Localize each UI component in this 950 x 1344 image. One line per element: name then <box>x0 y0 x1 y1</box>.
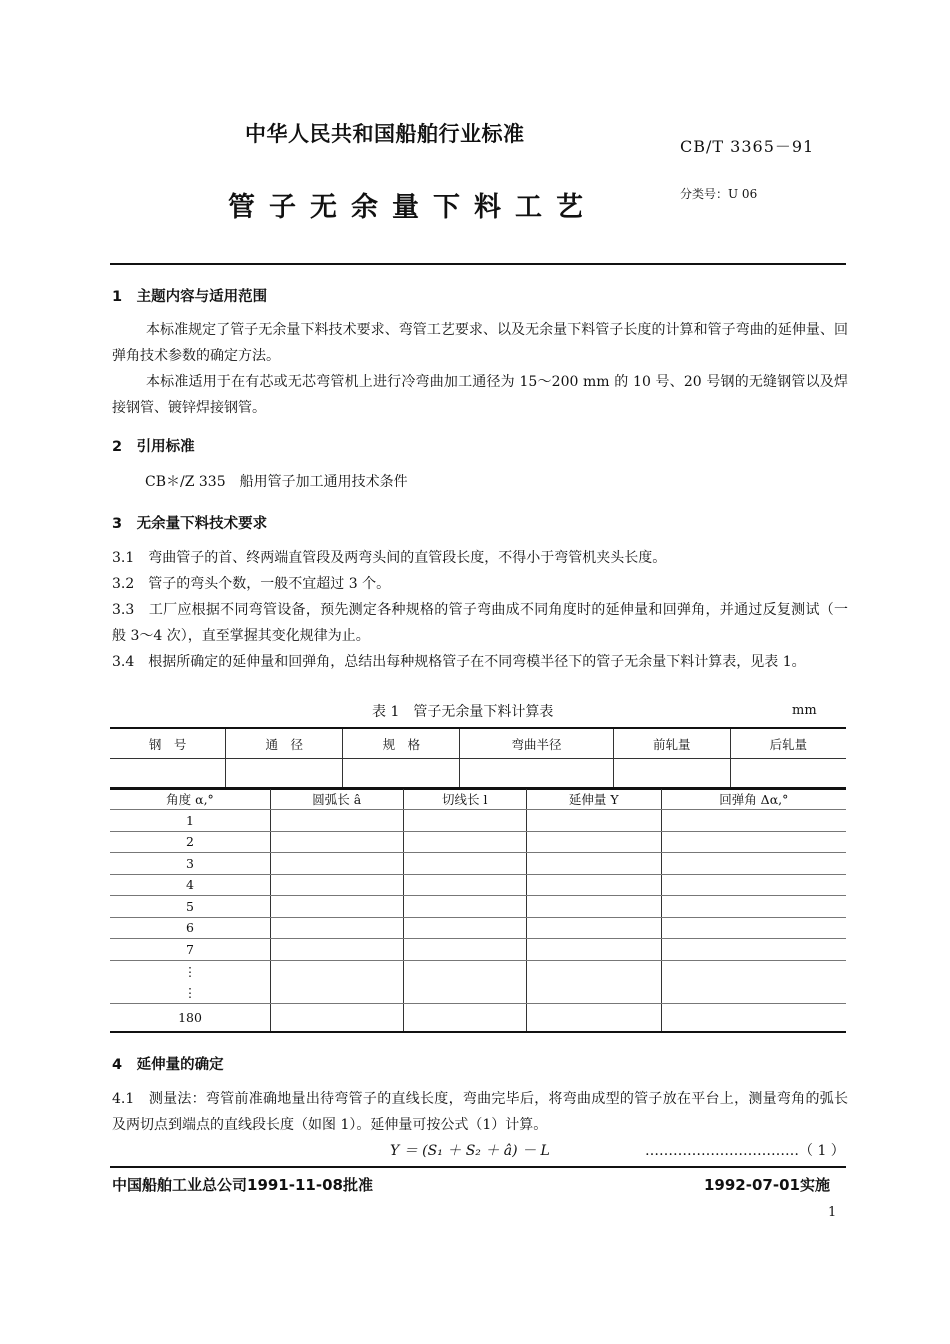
table-row: 3 <box>110 853 846 875</box>
page-number: 1 <box>828 1205 837 1220</box>
col-springback: 回弹角 Δα,° <box>661 788 846 810</box>
item-3-3: 3.3 工厂应根据不同弯管设备，预先测定各种规格的管子弯曲成不同角度时的延伸量和回弹角，并通过反复测试（一般 3～4 次），直至掌握其变化规律为止。 <box>112 602 848 644</box>
table-row: ⋮ <box>110 960 846 982</box>
col-tangent-length: 切线长 l <box>403 788 526 810</box>
header-specification: 规 格 <box>343 728 460 759</box>
section-1-para-1: 本标准规定了管子无余量下料技术要求、弯管工艺要求、以及无余量下料管子长度的计算和管子弯曲的延伸量、回弹角技术参数的确定方法。 <box>112 322 848 364</box>
col-angle: 角度 α,° <box>110 788 271 810</box>
col-arc-length: 圆弧长 â <box>271 788 404 810</box>
section-1-heading: 1 主题内容与适用范围 <box>112 289 268 305</box>
reference-standard: CB＊/Z 335 船用管子加工通用技术条件 <box>145 474 408 490</box>
header-bend-radius: 弯曲半径 <box>460 728 613 759</box>
top-rule <box>110 263 846 265</box>
table-row: 6 <box>110 917 846 939</box>
table-caption: 表 1 管子无余量下料计算表 <box>372 704 554 720</box>
item-3-4: 3.4 根据所确定的延伸量和回弹角，总结出每种规格管子在不同弯模半径下的管子无余量下料计算表，见表 1。 <box>112 654 806 670</box>
formula-number: ……………………………（ 1 ） <box>645 1143 845 1159</box>
formula-1: Y ＝ (S₁ ＋ S₂ ＋ â) － L <box>390 1143 550 1159</box>
col-elongation: 延伸量 Y <box>526 788 661 810</box>
table-row: 4 <box>110 874 846 896</box>
document-title: 管子无余量下料工艺 <box>228 192 597 223</box>
section-3-heading: 3 无余量下料技术要求 <box>112 516 268 532</box>
item-3-2: 3.2 管子的弯头个数，一般不宜超过 3 个。 <box>112 576 391 592</box>
header-steel-grade: 钢 号 <box>110 728 226 759</box>
section-2-heading: 2 引用标准 <box>112 439 195 455</box>
section-1-para-2: 本标准适用于在有芯或无芯弯管机上进行冷弯曲加工通径为 15～200 mm 的 10 号、20 号钢的无缝钢管以及焊接钢管、镀锌焊接钢管。 <box>112 374 848 416</box>
bottom-rule <box>110 1166 846 1168</box>
section-4-heading: 4 延伸量的确定 <box>112 1057 224 1073</box>
table-row: 7 <box>110 939 846 961</box>
header-front-clamp: 前轧量 <box>613 728 730 759</box>
table-row: 1 <box>110 810 846 832</box>
org-standard-title: 中华人民共和国船舶行业标准 <box>245 122 525 146</box>
table-header-spec <box>110 727 846 790</box>
header-rear-clamp: 后轧量 <box>730 728 846 759</box>
table-calculation <box>110 787 846 1033</box>
approval-note: 中国船舶工业总公司1991-11-08批准 <box>112 1176 373 1194</box>
table-row: 180 <box>110 1003 846 1032</box>
table-row: 2 <box>110 831 846 853</box>
table-row: 5 <box>110 896 846 918</box>
item-4-1: 4.1 测量法：弯管前准确地量出待弯管子的直线长度，弯曲完毕后，将弯曲成型的管子放在平台上，测量弯角的弧长及两切点到端点的直线段长度（如图 1）。延伸量可按公式（1）计算。 <box>112 1091 848 1133</box>
table-unit: mm <box>792 703 817 718</box>
table-row: ⋮ <box>110 982 846 1004</box>
standard-code: CB/T 3365－91 <box>680 137 815 156</box>
implementation-date: 1992-07-01实施 <box>704 1176 830 1194</box>
item-3-1: 3.1 弯曲管子的首、终两端直管段及两弯头间的直管段长度，不得小于弯管机夹头长度。 <box>112 550 667 566</box>
header-nominal-diameter: 通 径 <box>226 728 343 759</box>
classification-number: 分类号：U 06 <box>680 187 758 201</box>
